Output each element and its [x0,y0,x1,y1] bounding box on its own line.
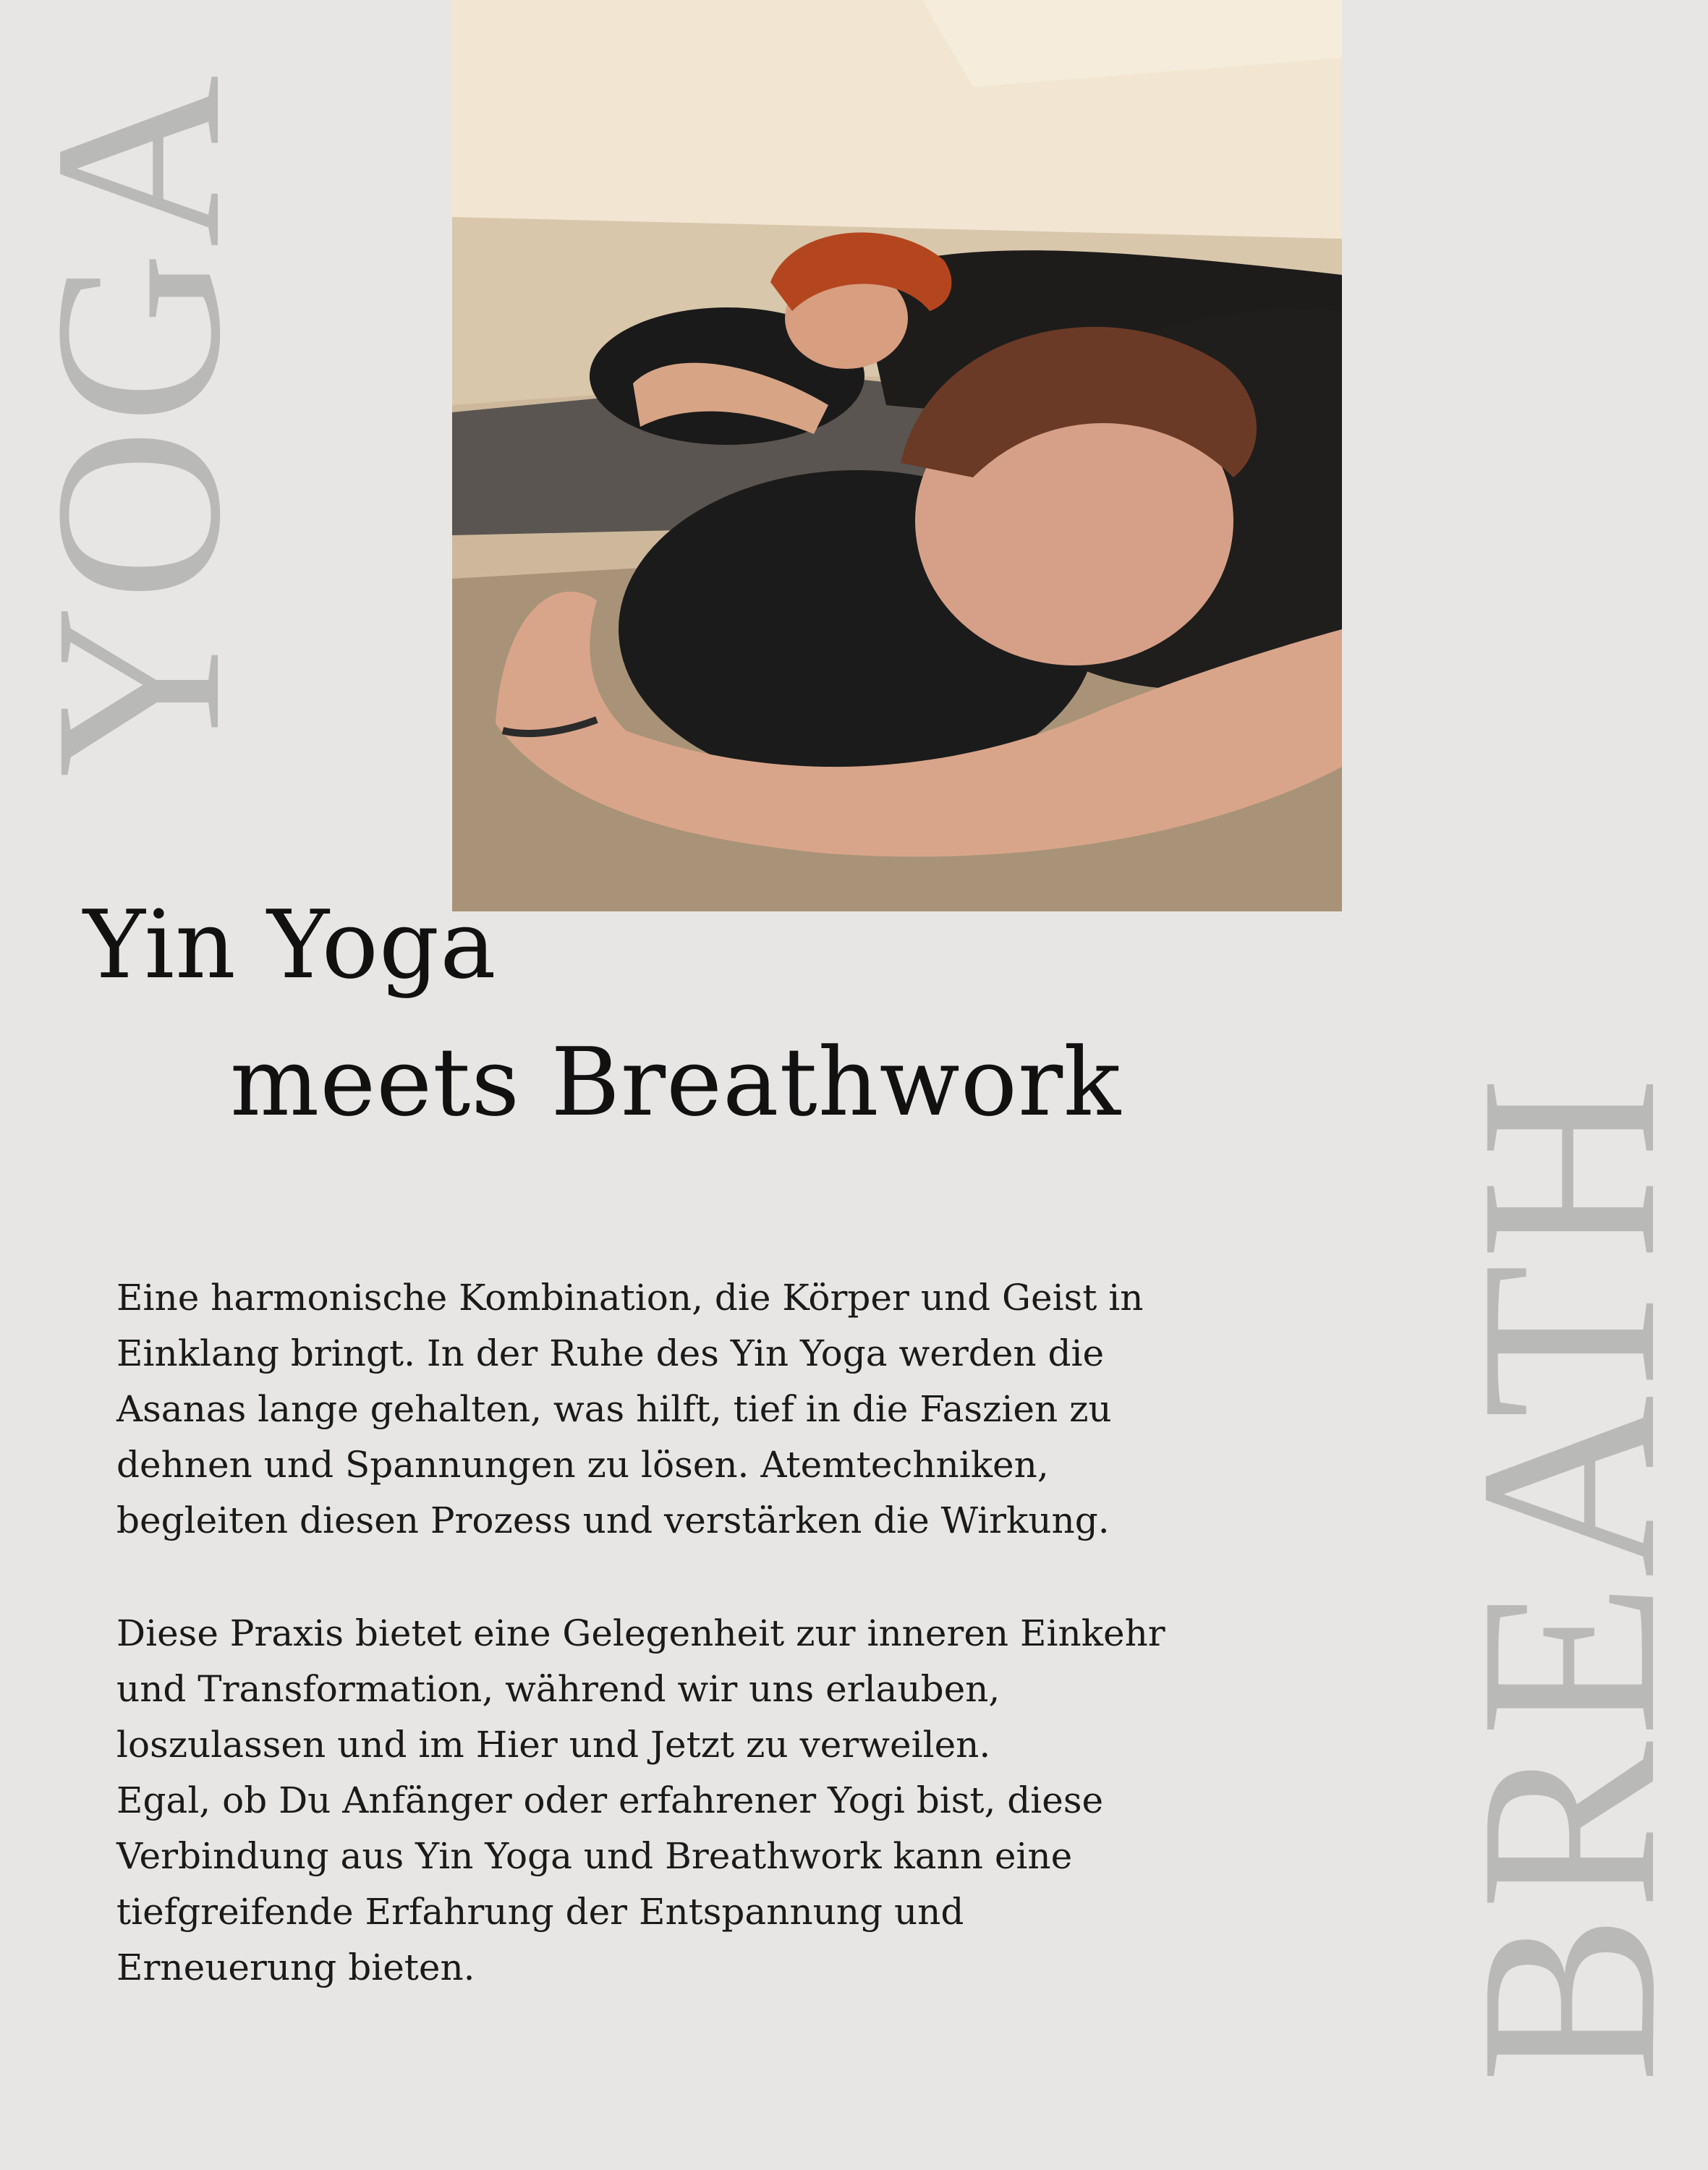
headline-line-2: meets Breathwork [230,1027,1121,1137]
paragraph-line: Eine harmonische Kombination, die Körper und Geist in [116,1277,1144,1319]
paragraph-line: Egal, ob Du Anfänger oder erfahrener Yogi bist, diese [116,1779,1104,1821]
yoga-side-word: YOGA [6,70,270,778]
paragraph-line: Diese Praxis bietet eine Gelegenheit zur inneren Einkehr [116,1612,1165,1654]
practice-paragraph [116,1606,1245,1996]
paragraph-line: tiefgreifende Erfahrung der Entspannung und [116,1891,964,1933]
breath-side-word: BREATH [1427,1072,1708,2083]
paragraph-line: dehnen und Spannungen zu lösen. Atemtechniken, [116,1444,1049,1486]
paragraph-line: Asanas lange gehalten, was hilft, tief in die Faszien zu [116,1388,1112,1430]
yoga-photo-illustration [452,0,1342,911]
intro-paragraph [116,1270,1245,1549]
paragraph-line: begleiten diesen Prozess und verstärken die Wirkung. [116,1499,1110,1541]
paragraph-line: Erneuerung bieten. [116,1946,475,1988]
paragraph-line: und Transformation, während wir uns erlauben, [116,1668,1000,1710]
yoga-photo [452,0,1342,911]
paragraph-line: loszulassen und im Hier und Jetzt zu verweilen. [116,1724,991,1766]
paragraph-line: Verbindung aus Yin Yoga und Breathwork kann eine [116,1835,1073,1877]
paragraph-line: Einklang bringt. In der Ruhe des Yin Yoga werden die [116,1332,1105,1374]
headline-line-1: Yin Yoga [83,890,497,1000]
